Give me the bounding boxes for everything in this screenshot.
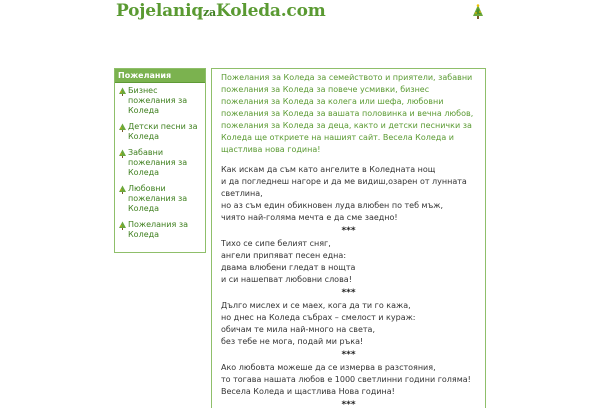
poem-line: но днес на Коледа събрах – смелост и кураж: — [221, 313, 416, 322]
poem-line: чиято най-голяма мечта е да сме заедно! — [221, 213, 398, 222]
poem-line: но аз съм един обикновен луда влюбен по теб мъж, — [221, 201, 443, 210]
sidebar-item-business[interactable] — [118, 86, 203, 116]
main-content — [211, 68, 486, 408]
christmas-tree-icon — [470, 4, 486, 20]
poem-line: Весела Коледа и щастлива Нова година! — [221, 387, 395, 396]
tree-bullet-icon — [118, 221, 127, 230]
poem-line: двама влюбени гледат в нощта — [221, 263, 356, 272]
sidebar-item-wishes[interactable] — [118, 220, 203, 240]
poem-line: Тихо се сипе белият сняг, — [221, 239, 331, 248]
tree-bullet-icon — [118, 149, 127, 158]
sidebar-item-funny[interactable] — [118, 148, 203, 178]
logo-text-3: Koleda.com — [216, 1, 326, 21]
logo-text-1: Pojelaniq — [116, 1, 204, 21]
poem-line: Дълго мислех и се маех, кога да ти го кажа, — [221, 301, 411, 310]
poem-2 — [221, 238, 476, 286]
poem-line: и си нашепват любовни слова! — [221, 275, 352, 284]
poem-line: то тогава нашата любов е 1000 светлинни години голяма! — [221, 375, 471, 384]
poem-1 — [221, 164, 476, 224]
poem-line: обичам те мила най-много на света, — [221, 325, 375, 334]
poem-line: и да погледнеш нагоре и да ме видиш,озарен от лунната светлина, — [221, 177, 467, 198]
poem-line: ангели припяват песен една: — [221, 251, 347, 260]
sidebar-link[interactable]: Детски песни за Коледа — [128, 122, 198, 141]
tree-bullet-icon — [118, 123, 127, 132]
poem-4 — [221, 362, 476, 398]
separator: *** — [341, 288, 356, 298]
separator: *** — [341, 350, 356, 360]
poem-line: Как искам да съм като ангелите в Коледната нощ — [221, 165, 436, 174]
separator: *** — [341, 400, 356, 410]
sidebar-link[interactable]: Любовни пожелания за Коледа — [128, 184, 188, 213]
sidebar-menu — [115, 83, 205, 252]
tree-bullet-icon — [118, 185, 127, 194]
sidebar-title: Пожелания — [115, 69, 205, 83]
poem-line: Ако любовта можеше да се измерва в разстояния, — [221, 363, 436, 372]
sidebar — [114, 68, 206, 253]
tree-bullet-icon — [118, 87, 127, 96]
logo-text-2: za — [203, 6, 216, 19]
sidebar-item-love[interactable] — [118, 184, 203, 214]
intro-text: Пожелания за Коледа за семейството и приятели, забавни пожелания за Коледа за повече усмивки, бизнес пожелания за Коледа за колега или шефа, любовни пожелания за Коледа за вашата половинка и вечна любов, пожелания за Коледа за деца, както и детски песнички за Коледа ще откриете на нашият сайт. Весела Коледа и щастлива нова година! — [221, 73, 474, 154]
poem-line: без тебе не мога, подай ми ръка! — [221, 337, 364, 346]
sidebar-link[interactable]: Пожелания за Коледа — [128, 220, 188, 239]
poem-3 — [221, 300, 476, 348]
separator: *** — [341, 226, 356, 236]
sidebar-item-kids-songs[interactable] — [118, 122, 203, 142]
sidebar-link[interactable]: Бизнес пожелания за Коледа — [128, 86, 188, 115]
site-logo[interactable] — [116, 1, 326, 21]
sidebar-link[interactable]: Забавни пожелания за Коледа — [128, 148, 188, 177]
